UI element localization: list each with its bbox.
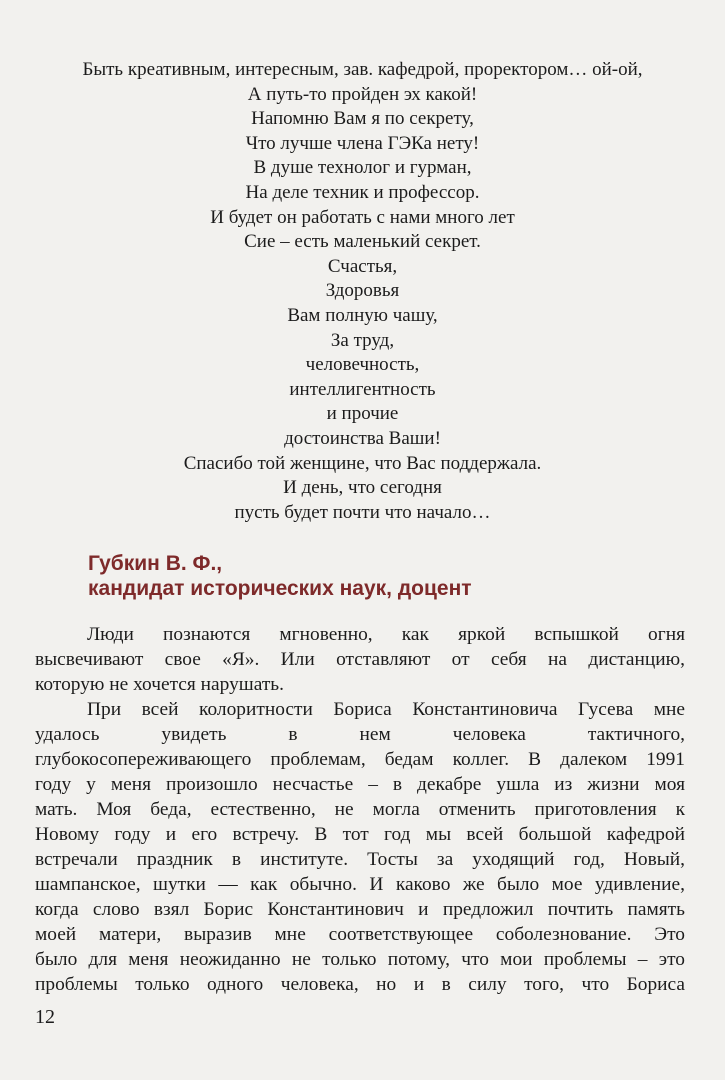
poem-line: Спасибо той женщине, что Вас поддержала.	[183, 452, 542, 474]
poem-line: человечность,	[305, 354, 420, 376]
text-line: году у меня произошло несчастье – в декабре ушла из жизни моя	[35, 774, 685, 795]
text-line: мать. Моя беда, естественно, не могла отменить приготовления к	[35, 799, 685, 820]
text-line: глубокосопереживающего проблемам, бедам коллег. В далеком 1991	[35, 749, 685, 770]
text-line: Люди познаются мгновенно, как яркой вспышкой огня	[87, 624, 685, 645]
poem-line: На деле техник и профессор.	[245, 181, 480, 203]
author-title: кандидат исторических наук, доцент	[88, 577, 472, 600]
text-line: высвечивают свое «Я». Или отставляют от себя на дистанцию,	[35, 649, 685, 670]
author-heading	[88, 551, 688, 601]
poem-line: Здоровья	[325, 280, 400, 302]
poem-line: За труд,	[330, 329, 395, 351]
poem-line: интеллигентность	[289, 378, 436, 400]
text-line: было для меня неожиданно не только потому, что мои проблемы – это	[35, 949, 685, 970]
text-line: проблемы только одного человека, но и в силу того, что Бориса	[35, 974, 685, 995]
poem-line: Что лучше члена ГЭКа нету!	[245, 132, 480, 154]
poem-line: А путь-то пройден эх какой!	[247, 83, 478, 105]
poem-line: и прочие	[326, 403, 399, 425]
poem-line: достоинства Ваши!	[284, 427, 441, 449]
poem-line: И день, что сегодня	[283, 477, 442, 499]
page-number: 12	[35, 1006, 55, 1028]
poem-line: Счастья,	[327, 255, 398, 277]
poem-line: Вам полную чашу,	[287, 304, 438, 326]
text-line: При всей колоритности Бориса Константиновича Гусева мне	[87, 699, 685, 720]
poem-line: В душе технолог и гурман,	[253, 157, 472, 179]
poem-line: пусть будет почти что начало…	[234, 501, 491, 523]
text-line: удалось увидеть в нем человека тактичного,	[35, 724, 685, 745]
poem-line: Сие – есть маленький секрет.	[244, 231, 481, 253]
body-text	[35, 622, 685, 997]
poem-line: И будет он работать с нами много лет	[210, 206, 515, 228]
text-line: моей матери, выразив мне соответствующее соболезнование. Это	[35, 924, 685, 945]
poem-line: Быть креативным, интересным, зав. кафедрой, проректором… ой-ой,	[82, 59, 643, 80]
text-line: Новому году и его встречу. В тот год мы всей большой кафедрой	[35, 824, 685, 845]
text-line: которую не хочется нарушать.	[35, 674, 284, 695]
text-line: шампанское, шутки — как обычно. И каково же было мое удивление,	[35, 874, 685, 895]
poem	[30, 58, 695, 525]
text-line: когда слово взял Борис Константинович и предложил почтить память	[35, 899, 685, 920]
poem-line: Напомню Вам я по секрету,	[251, 108, 474, 130]
author-name: Губкин В. Ф.,	[88, 552, 223, 575]
text-line: встречали праздник в институте. Тосты за уходящий год, Новый,	[35, 849, 685, 870]
